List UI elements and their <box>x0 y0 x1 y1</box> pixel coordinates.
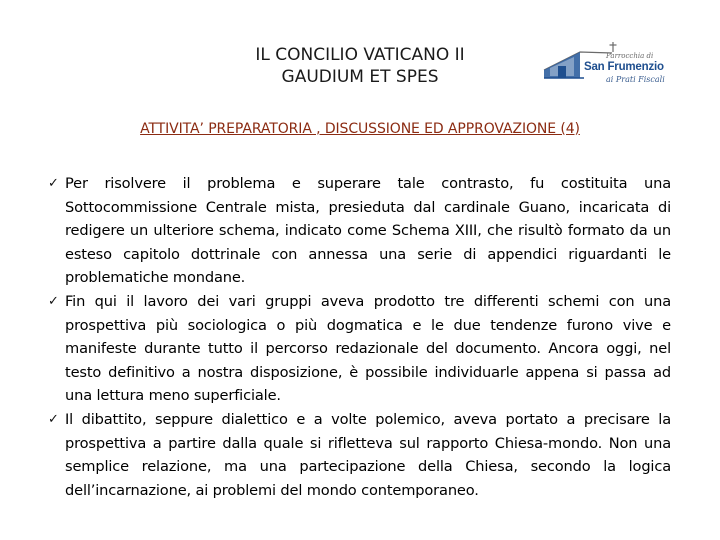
logo-name: San Frumenzio <box>584 61 664 73</box>
bullet-list <box>48 172 671 502</box>
parish-logo <box>540 40 666 92</box>
check-icon: ✓ <box>48 176 59 191</box>
logo-small-text: Parrocchia di <box>606 52 654 60</box>
bullet-text: Il dibattito, seppure dialettico e a volte polemico, aveva portato a precisare la prospettiva a partire dalla quale si rifletteva sul rapporto Chiesa-mondo. Non una semplice relazione, ma una partecipazione della Chiesa, secondo la logica dell’incarnazione, ai problemi del mondo contemporaneo. <box>65 410 671 499</box>
page-title <box>160 44 560 88</box>
title-line-2: GAUDIUM ET SPES <box>281 67 439 87</box>
bullet-item <box>48 290 671 408</box>
check-icon: ✓ <box>48 293 59 309</box>
bullet-text: Per risolvere il problema e superare tale contrasto, fu costituita una Sottocommissione Centrale mista, presieduta dal cardinale Guano, incaricata di redigere un ulteriore schema, indicato come Schema XIII, che risultò formato da un esteso capitolo dottrinale con annessa una serie di appendici riguardanti le problematiche mondane. <box>65 175 671 287</box>
check-icon: ✓ <box>48 411 59 427</box>
bullet-text: Fin qui il lavoro dei vari gruppi aveva prodotto tre differenti schemi con una prospettiva più sociologica o più dogmatica e le due tendenze furono vive e manifeste durante tutto il percorso redazionale del documento. Ancora oggi, nel testo definitivo a nostra disposizione, è possibile individuarle appena si passa ad una lettura meno superficiale. <box>65 292 671 405</box>
bullet-item <box>48 408 671 502</box>
section-subtitle: ATTIVITA’ PREPARATORIA , DISCUSSIONE ED APPROVAZIONE (4) <box>140 121 580 137</box>
logo-sub-text: ai Prati Fiscali <box>606 75 665 84</box>
title-line-1: IL CONCILIO VATICANO II <box>255 45 465 65</box>
bullet-item <box>48 172 671 290</box>
